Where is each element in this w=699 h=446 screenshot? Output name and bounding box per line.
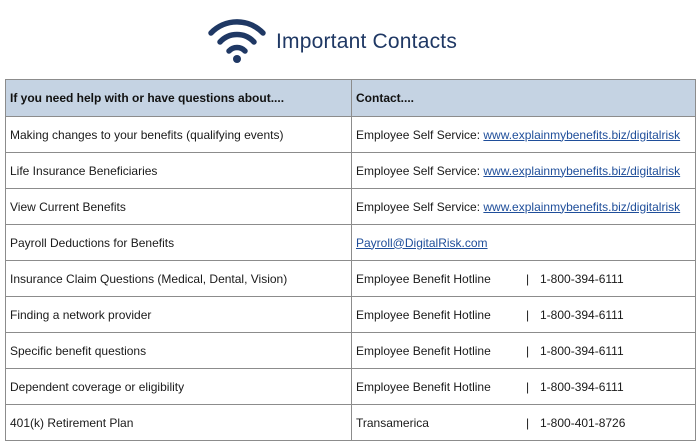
topic-cell: 401(k) Retirement Plan (6, 405, 352, 441)
topic-column-header: If you need help with or have questions about.... (6, 80, 352, 117)
contact-label: Employee Self Service: (356, 127, 484, 142)
contact-label: Employee Self Service: (356, 199, 484, 214)
phone-number: 1-800-394-6111 (540, 271, 624, 286)
page-header (0, 0, 699, 80)
wifi-icon (207, 17, 267, 65)
table-row (6, 261, 696, 297)
contact-name: Transamerica (356, 415, 429, 430)
contact-cell (352, 297, 696, 333)
phone-number: 1-800-394-6111 (540, 307, 624, 322)
contact-name: Employee Benefit Hotline (356, 343, 491, 358)
contact-name: Employee Benefit Hotline (356, 307, 491, 322)
phone-number: 1-800-401-8726 (540, 415, 626, 430)
topic-cell: Specific benefit questions (6, 333, 352, 369)
contact-cell (352, 333, 696, 369)
table-header-row (6, 80, 696, 117)
contact-cell (352, 117, 696, 153)
phone-number: 1-800-394-6111 (540, 379, 624, 394)
separator: | (526, 271, 530, 286)
table-row (6, 117, 696, 153)
table-row (6, 369, 696, 405)
benefits-website-link[interactable]: www.explainmybenefits.biz/digitalrisk (483, 199, 681, 214)
contact-name: Employee Benefit Hotline (356, 379, 491, 394)
separator: | (526, 415, 530, 430)
table-row (6, 333, 696, 369)
phone-number: 1-800-394-6111 (540, 343, 624, 358)
separator: | (526, 307, 530, 322)
table-row (6, 153, 696, 189)
separator: | (526, 379, 530, 394)
topic-cell: Finding a network provider (6, 297, 352, 333)
page-title: Important Contacts (276, 30, 458, 53)
contact-cell (352, 189, 696, 225)
contact-cell (352, 405, 696, 441)
contact-cell (352, 369, 696, 405)
contacts-table (5, 79, 696, 441)
separator: | (526, 343, 530, 358)
contact-label: Employee Self Service: (356, 163, 484, 178)
contact-column-header: Contact.... (352, 80, 696, 117)
contact-cell (352, 261, 696, 297)
benefits-website-link[interactable]: www.explainmybenefits.biz/digitalrisk (483, 127, 681, 142)
table-row (6, 189, 696, 225)
payroll-email-link[interactable]: Payroll@DigitalRisk.com (356, 235, 488, 250)
contact-cell (352, 225, 696, 261)
topic-cell: Dependent coverage or eligibility (6, 369, 352, 405)
contact-name: Employee Benefit Hotline (356, 271, 491, 286)
topic-cell: Insurance Claim Questions (Medical, Dental, Vision) (6, 261, 352, 297)
table-row (6, 225, 696, 261)
table-row (6, 405, 696, 441)
topic-cell: Making changes to your benefits (qualifying events) (6, 117, 352, 153)
table-row (6, 297, 696, 333)
benefits-website-link[interactable]: www.explainmybenefits.biz/digitalrisk (483, 163, 681, 178)
topic-cell: Payroll Deductions for Benefits (6, 225, 352, 261)
topic-cell: View Current Benefits (6, 189, 352, 225)
topic-cell: Life Insurance Beneficiaries (6, 153, 352, 189)
contact-cell (352, 153, 696, 189)
